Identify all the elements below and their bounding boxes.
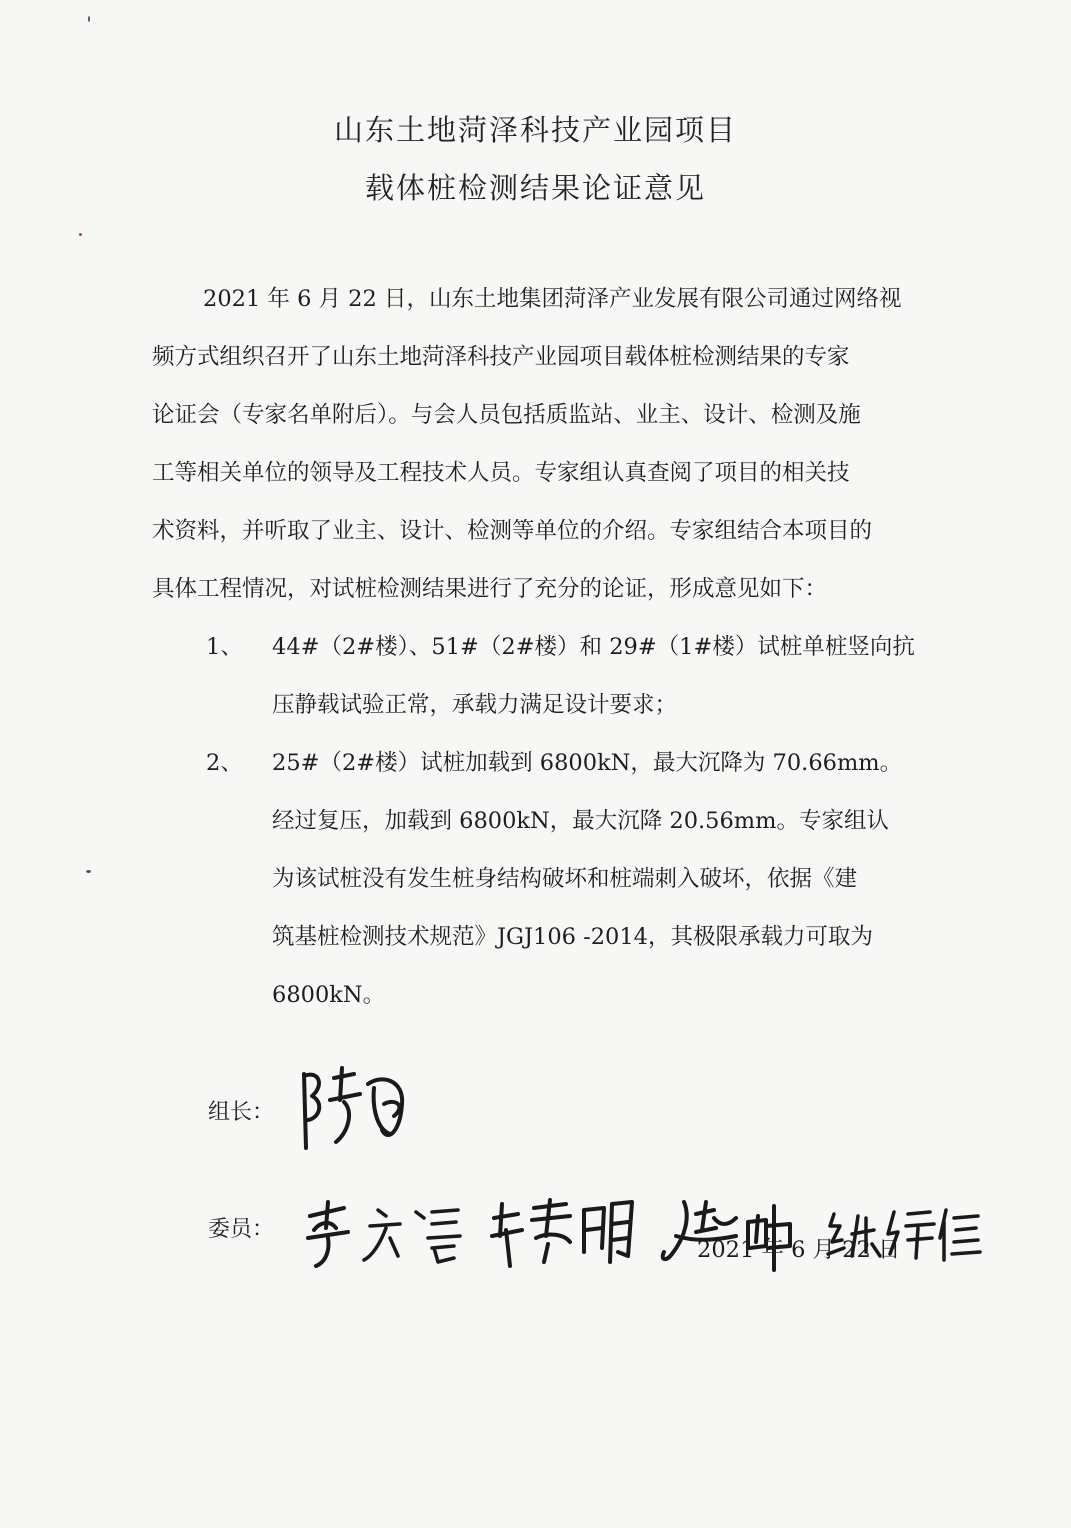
member-signature-1: [300, 1198, 465, 1278]
document-title-line1: 山东土地菏泽科技产业园项目: [333, 113, 737, 147]
list-item-line: 压静载试验正常，承载力满足设计要求；: [272, 692, 678, 718]
members-label: 委员：: [208, 1217, 275, 1242]
list-item-line: 经过复压，加载到 6800kN，最大沉降 20.56mm。专家组认: [272, 808, 889, 834]
scan-speck: [86, 870, 91, 873]
leader-label: 组长：: [208, 1100, 275, 1125]
list-item-line: 25#（2#楼）试桩加载到 6800kN，最大沉降为 70.66mm。: [272, 750, 903, 776]
document-title-line2: 载体桩检测结果论证意见: [364, 171, 706, 205]
body-line: 具体工程情况，对试桩检测结果进行了充分的论证，形成意见如下：: [152, 576, 828, 602]
list-item-line: 为该试桩没有发生桩身结构破坏和桩端刺入破坏，依据《建: [272, 866, 858, 892]
list-item-line: 筑基桩检测技术规范》JGJ106 -2014，其极限承载力可取为: [272, 924, 873, 950]
scan-speck: [79, 233, 82, 236]
list-item-number: 2、: [206, 750, 243, 776]
member-signature-2: [488, 1192, 638, 1272]
scan-speck: [88, 16, 90, 22]
body-line: 工等相关单位的领导及工程技术人员。专家组认真查阅了项目的相关技: [152, 460, 850, 486]
body-line: 2021 年 6 月 22 日，山东土地集团菏泽产业发展有限公司通过网络视: [203, 286, 902, 312]
list-item-line: 44#（2#楼）、51#（2#楼）和 29#（1#楼）试桩单桩竖向抗: [272, 634, 915, 660]
list-item-number: 1、: [206, 634, 243, 660]
body-line: 术资料，并听取了业主、设计、检测等单位的介绍。专家组结合本项目的: [152, 518, 873, 544]
list-item-line: 6800kN。: [272, 982, 386, 1008]
body-line: 论证会（专家名单附后）。与会人员包括质监站、业主、设计、检测及施: [152, 402, 861, 428]
leader-signature: [290, 1060, 420, 1155]
body-line: 频方式组织召开了山东土地菏泽科技产业园项目载体桩检测结果的专家: [152, 344, 850, 370]
document-date: 2021 年 6 月 22 日: [697, 1237, 901, 1263]
